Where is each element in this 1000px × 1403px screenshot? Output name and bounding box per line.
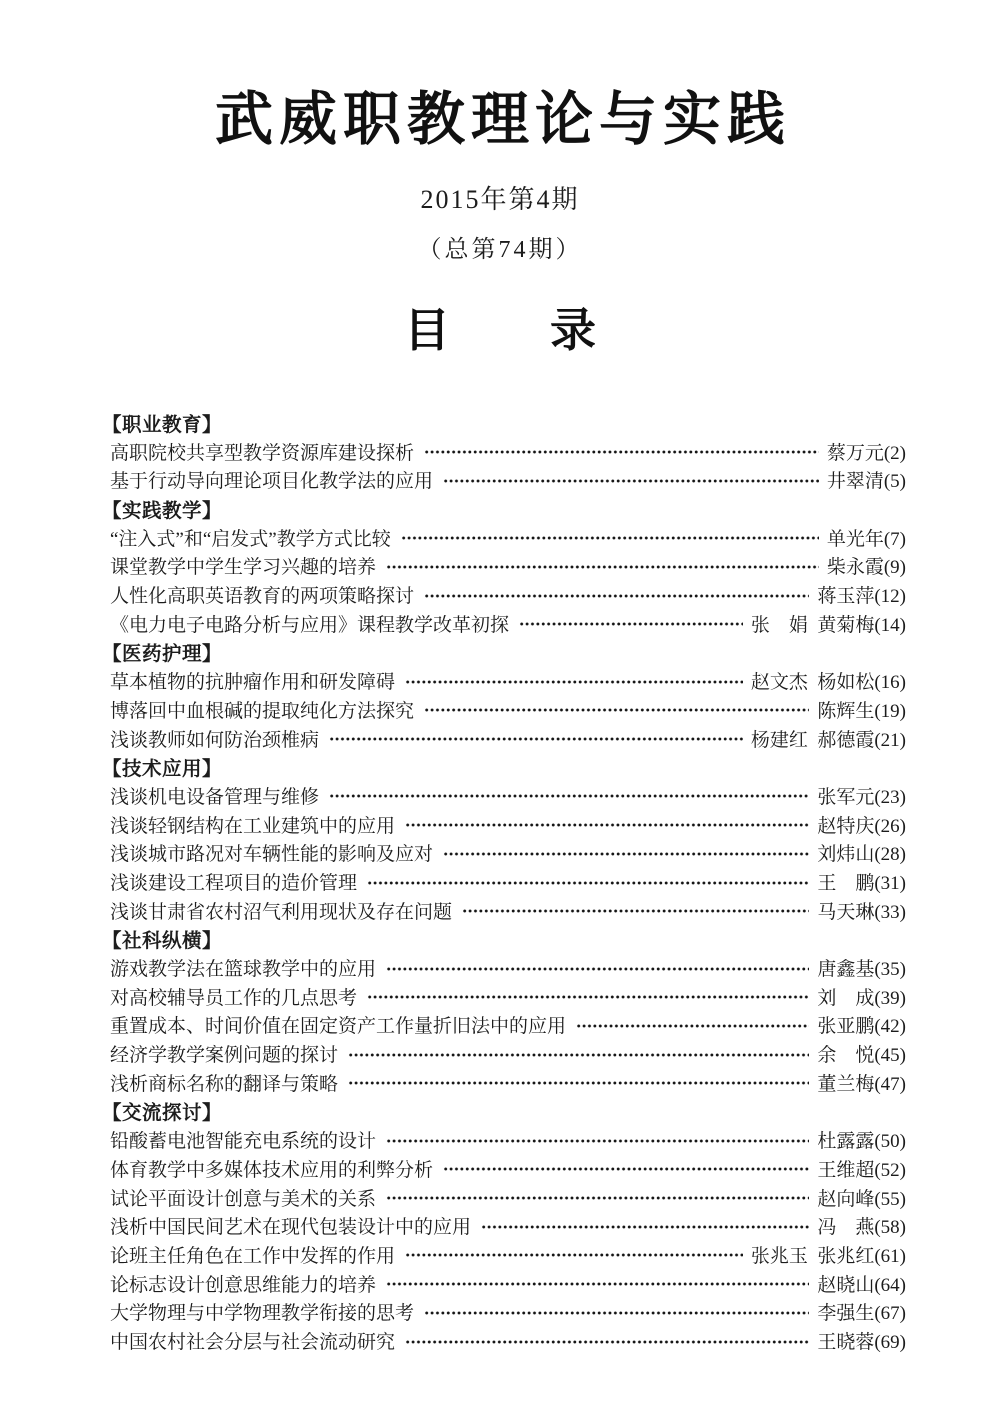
toc-section-header bbox=[102, 494, 906, 523]
toc-entry bbox=[102, 580, 906, 609]
toc-entry-title: 浅谈甘肃省农村沼气利用现状及存在问题 bbox=[110, 901, 453, 923]
toc-entry bbox=[102, 1039, 906, 1068]
toc-entry bbox=[102, 982, 906, 1011]
dot-leader bbox=[405, 679, 743, 685]
dot-leader bbox=[386, 564, 819, 570]
toc-entry bbox=[102, 523, 906, 552]
toc-heading-char-mu: 目 bbox=[404, 304, 450, 356]
toc-heading-char-lu: 录 bbox=[550, 304, 596, 356]
toc-entry bbox=[102, 1011, 906, 1040]
toc-entry-authors-page: 马天琳(33) bbox=[817, 901, 906, 923]
toc-entry-title: 浅谈轻钢结构在工业建筑中的应用 bbox=[110, 815, 396, 837]
toc-entry bbox=[102, 1183, 906, 1212]
toc-entry-authors-page: 张 娟 黄菊梅(14) bbox=[750, 614, 906, 636]
toc-entry bbox=[102, 781, 906, 810]
toc-entry-authors-page: 唐鑫基(35) bbox=[817, 959, 906, 981]
toc-entry bbox=[102, 1154, 906, 1183]
toc-heading bbox=[0, 306, 1000, 357]
toc-entry-authors-page: 井翠清(5) bbox=[826, 471, 906, 493]
toc-entry-title: 重置成本、时间价值在固定资产工作量折旧法中的应用 bbox=[110, 1016, 567, 1038]
dot-leader bbox=[405, 1339, 809, 1345]
toc-entry bbox=[102, 552, 906, 581]
dot-leader bbox=[405, 1252, 743, 1258]
toc-entry-title: 人性化高职英语教育的两项策略探讨 bbox=[110, 586, 415, 608]
toc-entry-title: 体育教学中多媒体技术应用的利弊分析 bbox=[110, 1159, 434, 1181]
dot-leader bbox=[424, 1310, 809, 1316]
toc-entry-title: 草本植物的抗肿瘤作用和研发障碍 bbox=[110, 672, 396, 694]
toc-entry-title: 基于行动导向理论项目化教学法的应用 bbox=[110, 471, 434, 493]
dot-leader bbox=[424, 593, 809, 599]
toc-entry bbox=[102, 1269, 906, 1298]
toc-section-header-label: 【社科纵横】 bbox=[102, 930, 223, 952]
toc-entry-title: 浅析商标名称的翻译与策略 bbox=[110, 1073, 339, 1095]
dot-leader bbox=[443, 851, 809, 857]
dot-leader bbox=[367, 994, 809, 1000]
toc-entry-title: 浅谈机电设备管理与维修 bbox=[110, 786, 320, 808]
toc-entry-authors-page: 王维超(52) bbox=[817, 1159, 906, 1181]
toc-entry bbox=[102, 724, 906, 753]
issue-line: 2015年第4期 bbox=[420, 184, 580, 214]
dot-leader bbox=[386, 1195, 809, 1201]
dot-leader bbox=[443, 1166, 809, 1172]
dot-leader bbox=[462, 908, 809, 914]
toc-section-header-label: 【技术应用】 bbox=[102, 758, 223, 780]
toc-entry-authors-page: 赵特庆(26) bbox=[817, 815, 906, 837]
toc-section-header-label: 【职业教育】 bbox=[102, 414, 223, 436]
toc-entry-title: 浅析中国民间艺术在现代包装设计中的应用 bbox=[110, 1217, 472, 1239]
toc-entry bbox=[102, 1326, 906, 1355]
toc-entry-authors-page: 刘炜山(28) bbox=[817, 844, 906, 866]
toc-entry-authors-page: 陈辉生(19) bbox=[817, 700, 906, 722]
toc-entry-title: 《电力电子电路分析与应用》课程教学改革初探 bbox=[110, 614, 510, 636]
toc-entry-title: 中国农村社会分层与社会流动研究 bbox=[110, 1332, 396, 1354]
toc-entry-authors-page: 张军元(23) bbox=[817, 786, 906, 808]
toc-entry-authors-page: 余 悦(45) bbox=[817, 1045, 906, 1067]
toc-list bbox=[102, 408, 906, 1355]
dot-leader bbox=[405, 822, 809, 828]
dot-leader bbox=[481, 1224, 809, 1230]
toc-entry-authors-page: 张亚鹏(42) bbox=[817, 1016, 906, 1038]
toc-entry-title: 博落回中血根碱的提取纯化方法探究 bbox=[110, 700, 415, 722]
toc-entry-authors-page: 单光年(7) bbox=[826, 528, 906, 550]
dot-leader bbox=[443, 478, 819, 484]
toc-entry-authors-page: 刘 成(39) bbox=[817, 987, 906, 1009]
toc-entry bbox=[102, 1125, 906, 1154]
dot-leader bbox=[401, 535, 819, 541]
toc-entry-authors-page: 张兆玉 张兆红(61) bbox=[750, 1245, 906, 1267]
dot-leader bbox=[348, 1052, 809, 1058]
toc-entry-authors-page: 蒋玉萍(12) bbox=[817, 586, 906, 608]
toc-entry-title: 经济学教学案例问题的探讨 bbox=[110, 1045, 339, 1067]
dot-leader bbox=[329, 793, 809, 799]
toc-entry bbox=[102, 953, 906, 982]
journal-title: 武威职教理论与实践 bbox=[214, 87, 791, 152]
toc-entry-title: 浅谈教师如何防治颈椎病 bbox=[110, 729, 320, 751]
toc-entry bbox=[102, 867, 906, 896]
toc-section-header bbox=[102, 752, 906, 781]
toc-entry-title: 浅谈城市路况对车辆性能的影响及应对 bbox=[110, 844, 434, 866]
toc-entry-title: 高职院校共享型教学资源库建设探析 bbox=[110, 442, 415, 464]
toc-entry-authors-page: 赵文杰 杨如松(16) bbox=[750, 672, 906, 694]
dot-leader bbox=[424, 449, 819, 455]
toc-entry bbox=[102, 695, 906, 724]
toc-entry-authors-page: 杜露露(50) bbox=[817, 1131, 906, 1153]
toc-entry bbox=[102, 810, 906, 839]
toc-entry-authors-page: 蔡万元(2) bbox=[826, 442, 906, 464]
toc-section-header-label: 【医药护理】 bbox=[102, 644, 223, 666]
dot-leader bbox=[386, 1138, 809, 1144]
dot-leader bbox=[348, 1080, 809, 1086]
toc-entry-title: 游戏教学法在篮球教学中的应用 bbox=[110, 959, 377, 981]
dot-leader bbox=[367, 880, 809, 886]
toc-section-header-label: 【实践教学】 bbox=[102, 500, 223, 522]
toc-entry bbox=[102, 1211, 906, 1240]
toc-entry-authors-page: 赵向峰(55) bbox=[817, 1188, 906, 1210]
toc-entry-title: 论标志设计创意思维能力的培养 bbox=[110, 1274, 377, 1296]
toc-entry bbox=[102, 466, 906, 495]
toc-entry bbox=[102, 1240, 906, 1269]
toc-entry-title: 铅酸蓄电池智能充电系统的设计 bbox=[110, 1131, 377, 1153]
toc-entry-title: 课堂教学中学生学习兴趣的培养 bbox=[110, 557, 377, 579]
dot-leader bbox=[329, 736, 743, 742]
volume-line: （总第74期） bbox=[417, 236, 583, 263]
toc-section-header bbox=[102, 925, 906, 954]
toc-section-header bbox=[102, 408, 906, 437]
dot-leader bbox=[576, 1023, 809, 1029]
toc-entry-title: 试论平面设计创意与美术的关系 bbox=[110, 1188, 377, 1210]
toc-entry-title: 浅谈建设工程项目的造价管理 bbox=[110, 873, 358, 895]
toc-entry-authors-page: 李强生(67) bbox=[817, 1303, 906, 1325]
toc-entry-authors-page: 赵晓山(64) bbox=[817, 1274, 906, 1296]
dot-leader bbox=[386, 966, 809, 972]
toc-entry-authors-page: 杨建红 郝德霞(21) bbox=[750, 729, 906, 751]
toc-entry bbox=[102, 609, 906, 638]
toc-entry-authors-page: 董兰梅(47) bbox=[817, 1073, 906, 1095]
toc-entry bbox=[102, 437, 906, 466]
toc-entry bbox=[102, 839, 906, 868]
toc-entry-title: 论班主任角色在工作中发挥的作用 bbox=[110, 1245, 396, 1267]
toc-entry bbox=[102, 666, 906, 695]
toc-entry-title: 大学物理与中学物理教学衔接的思考 bbox=[110, 1303, 415, 1325]
toc-entry-title: “注入式”和“启发式”教学方式比较 bbox=[110, 528, 391, 550]
toc-entry-title: 对高校辅导员工作的几点思考 bbox=[110, 987, 358, 1009]
toc-entry-authors-page: 柴永霞(9) bbox=[826, 557, 906, 579]
toc-entry-authors-page: 王 鹏(31) bbox=[817, 873, 906, 895]
toc-section-header bbox=[102, 1097, 906, 1126]
dot-leader bbox=[519, 621, 743, 627]
toc-entry-authors-page: 王晓蓉(69) bbox=[817, 1332, 906, 1354]
toc-entry bbox=[102, 1298, 906, 1327]
toc-entry bbox=[102, 896, 906, 925]
masthead bbox=[0, 0, 1000, 356]
toc-entry bbox=[102, 1068, 906, 1097]
toc-section-header-label: 【交流探讨】 bbox=[102, 1103, 223, 1125]
dot-leader bbox=[386, 1281, 809, 1287]
dot-leader bbox=[424, 707, 809, 713]
toc-entry-authors-page: 冯 燕(58) bbox=[817, 1217, 906, 1239]
toc-section-header bbox=[102, 638, 906, 667]
